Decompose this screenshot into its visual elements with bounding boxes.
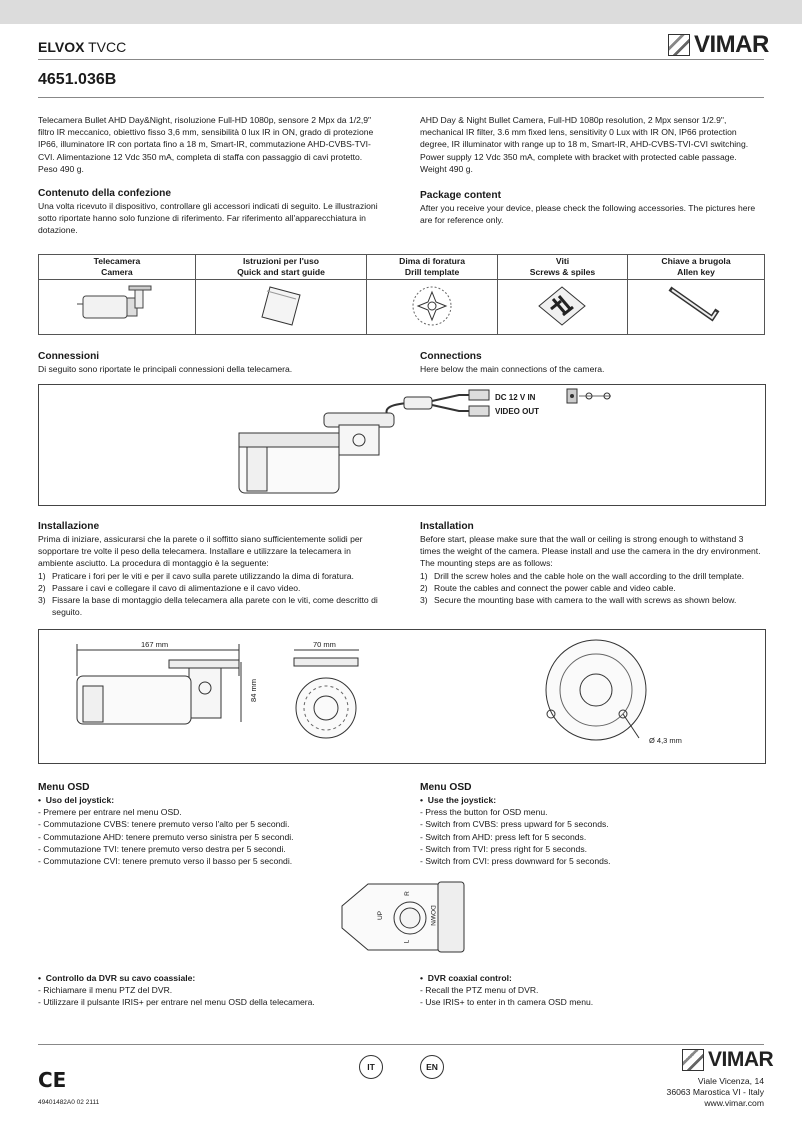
pkg-header-guide: Istruzioni per l'uso Quick and start guide bbox=[195, 255, 366, 280]
dvr-en: • DVR coaxial control: - Recall the PTZ menu of DVR. - Use IRIS+ to enter in th camera OSD menu. bbox=[420, 973, 594, 1008]
manual-icon bbox=[195, 280, 366, 335]
connections-diagram bbox=[38, 384, 766, 506]
lang-it-badge: IT bbox=[359, 1055, 383, 1079]
dvr-it: • Controllo da DVR su cavo coassiale: - Richiamare il menu PTZ del DVR. - Utilizzare il pulsante IRIS+ per entrare nel menu OSD della telecamera. bbox=[38, 973, 315, 1008]
joystick-left-label: L bbox=[403, 939, 411, 944]
package-it: Contenuto della confezione Una volta ricevuto il dispositivo, controllare gli accessori indicati di seguito. Le illustrazioni sotto riportate hanno solo funzione di riferimento. Far riferimento all'apparecchiatura in dotazione. bbox=[38, 188, 378, 236]
dim-height: 84 mm bbox=[248, 679, 258, 702]
vimar-logo-icon bbox=[668, 34, 690, 56]
dim-hole: Ø 4,3 mm bbox=[649, 736, 682, 745]
allen-key-icon bbox=[627, 280, 764, 335]
pkg-header-camera: Telecamera Camera bbox=[39, 255, 196, 280]
vimar-logo: VIMAR bbox=[668, 31, 769, 59]
camera-icon bbox=[39, 280, 196, 335]
video-label: VIDEO OUT bbox=[495, 407, 540, 416]
lang-en-badge: EN bbox=[420, 1055, 444, 1079]
pkg-header-template: Dima di foratura Drill template bbox=[367, 255, 498, 280]
installation-it: Installazione Prima di iniziare, assicurarsi che la parete o il soffitto siano sufficientemente solidi per sopportare tre volte il peso della telecamera. Installare e utilizzare la telecamera in ambiente asciutto. La procedura di montaggio è la seguente: 1) Praticare i fori per le viti e per il cavo sulla parete utilizzando la dima di foratura. 2) Passare i cavi e collegare il cavo di alimentazione e il cavo video. 3) Fissare la base di montaggio della telecamera alla parete con le viti, come descritto di seguito. bbox=[38, 521, 378, 618]
divider bbox=[38, 97, 764, 98]
drill-template-icon bbox=[367, 280, 498, 335]
intro-en: AHD Day & Night Bullet Camera, Full-HD 1080p resolution, 2 Mpx sensor 1/2.9", mechanical IR filter, 3.6 mm fixed lens, sensitivity 0 Lux with IR ON, IP66 protection degree, IR illuminator with range up to 18 m, Smart-IR, AHD-CVBS-TVI-CVI switching. Power supply 12 Vdc 350 mA, complete with bracket with protected cable passage. Weight 490 g. bbox=[420, 115, 749, 174]
footer-divider bbox=[38, 1044, 764, 1045]
screws-icon bbox=[498, 280, 628, 335]
brand-name: ELVOX bbox=[38, 39, 85, 55]
installation-en: Installation Before start, please make sure that the wall or ceiling is strong enough to withstand 3 times the weight of the camera. Please install and use the camera in the dry environment. The mounting steps are as follows: 1) Drill the screw holes and the cable hole on the wall according to the drill template. 2) Route the cables and connect the power cable and video cable. 3) Secure the mounting base with camera to the wall with screws as shown below. bbox=[420, 521, 761, 606]
package-table bbox=[38, 254, 765, 335]
dimensions-diagram bbox=[38, 629, 766, 764]
joystick-right-label: R bbox=[403, 891, 411, 896]
package-en: Package content After you receive your device, please check the following accessories. The pictures here are for reference only. bbox=[420, 190, 756, 226]
dim-length: 167 mm bbox=[141, 640, 169, 649]
footer-vimar-logo: VIMAR bbox=[682, 1048, 773, 1072]
osd-en: Menu OSD • Use the joystick: - Press the button for OSD menu. - Switch from CVBS: press upward for 5 seconds. - Switch from AHD: press left for 5 seconds. - Switch from TVI: press right for 5 seconds. - Switch from CVI: press downward for 5 seconds. bbox=[420, 782, 611, 867]
dim-front: 70 mm bbox=[313, 640, 336, 649]
connections-en: Connections Here below the main connections of the camera. bbox=[420, 351, 605, 374]
pkg-header-screws: Viti Screws & spiles bbox=[498, 255, 628, 280]
dc-label: DC 12 V IN bbox=[495, 393, 536, 402]
vimar-logo-icon bbox=[682, 1049, 704, 1071]
doc-id: 49401482A0 02 2111 bbox=[38, 1099, 100, 1106]
pkg-header-key: Chiave a brugola Allen key bbox=[627, 255, 764, 280]
divider bbox=[38, 59, 764, 60]
address: Viale Vicenza, 14 36063 Marostica VI - Italy www.vimar.com bbox=[666, 1076, 764, 1108]
brand-suffix: TVCC bbox=[88, 39, 127, 55]
connections-it: Connessioni Di seguito sono riportate le principali connessioni della telecamera. bbox=[38, 351, 293, 374]
joystick-up-label: UP bbox=[377, 910, 385, 921]
product-code: 4651.036B bbox=[38, 71, 117, 88]
joystick-down-label: DOWN bbox=[428, 905, 436, 926]
top-bar bbox=[0, 0, 802, 24]
intro-it: Telecamera Bullet AHD Day&Night, risoluzione Full-HD 1080p, sensore 2 Mpx da 1/2,9" filtro IR meccanico, obiettivo fisso 3,6 mm, sensibilità 0 lux IR in ON, grado di protezione IP66, illuminatore IR con portata fino a 18 m, Smart-IR, commutazione AHD-CVBS-TVI-CVI. Alimentazione 12 Vdc 350 mA, completa di staffa con passaggio di cavi protetto. Peso 490 g. bbox=[38, 115, 374, 174]
ce-mark: CE bbox=[38, 1068, 67, 1092]
joystick-diagram bbox=[338, 878, 468, 956]
website-link[interactable]: www.vimar.com bbox=[704, 1098, 764, 1108]
osd-it: Menu OSD • Uso del joystick: - Premere per entrare nel menu OSD. - Commutazione CVBS: tenere premuto verso l'alto per 5 secondi. - Commutazione AHD: tenere premuto verso sinistra per 5 secondi. - Commutazione TVI: tenere premuto verso destra per 5 secondi. - Commutazione CVI: tenere premuto verso il basso per 5 secondi. bbox=[38, 782, 294, 867]
brand-line bbox=[38, 39, 126, 55]
